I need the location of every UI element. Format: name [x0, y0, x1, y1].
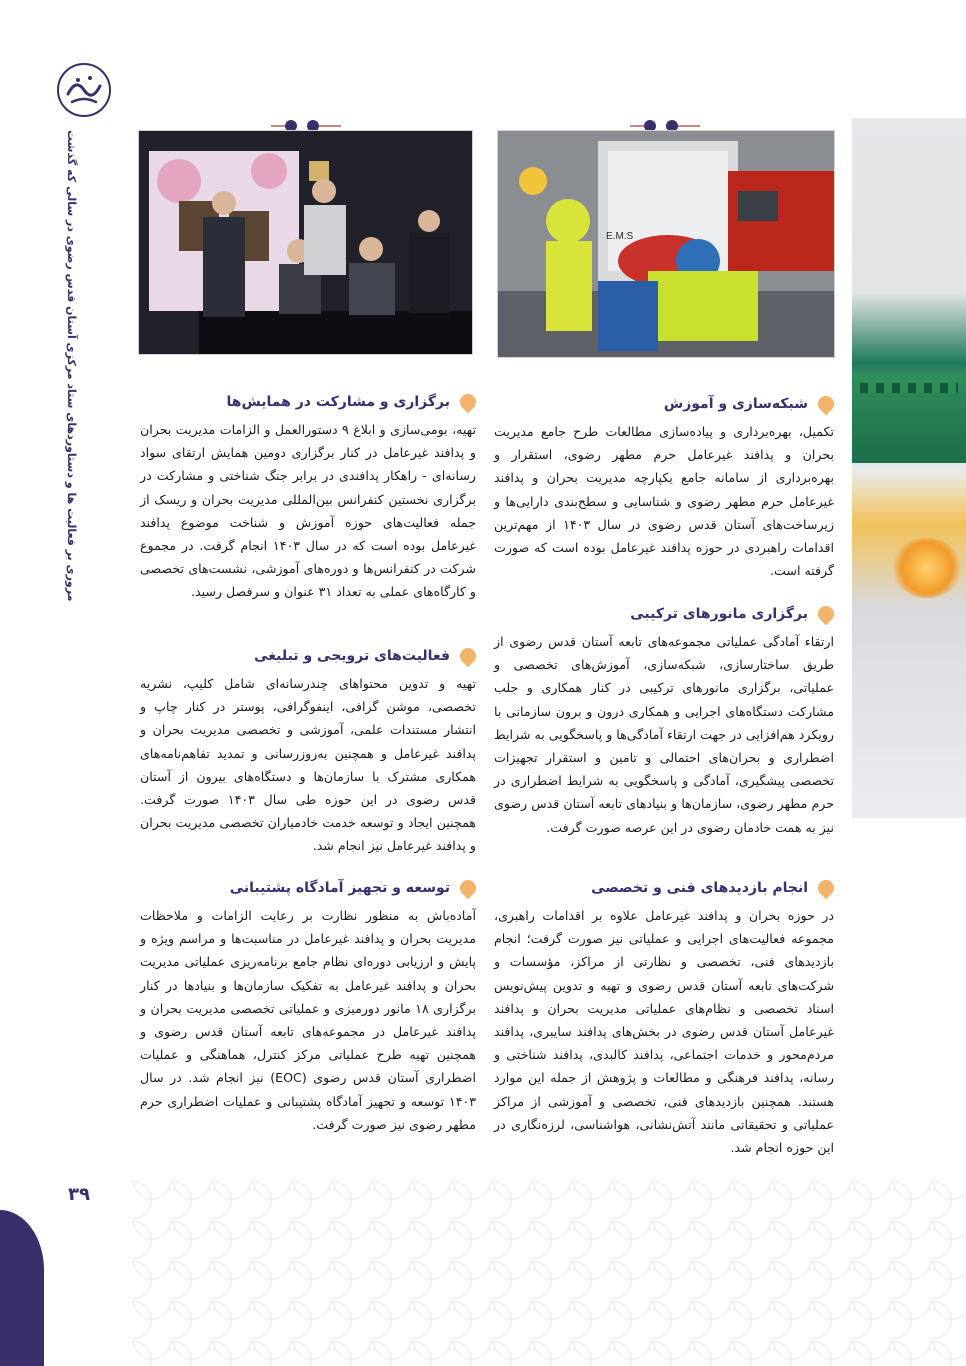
page-corner-tab — [0, 1210, 44, 1366]
section-heading: برگزاری و مشارکت در همایش‌ها — [140, 392, 476, 412]
section-body: در حوزه بحران و پدافند غیرعامل علاوه بر اقدامات راهبری، مجموعه فعالیت‌های اجرایی و عملیاتی نیز صورت گرفت؛ انجام بازدیدهای فنی، تخصصی و نظارتی از مراکز، مؤسسات و شرکت‌های تابعه آستان قدس رضوی و تهیه و تدوین پیش‌نویس اسناد تخصصی و نظام‌های عملیاتی مدیریت بحران و پدافند غیرعامل آستان قدس رضوی در بخش‌های پدافند سایبری، پدافند مردم‌محور و خدمات اجتماعی، پدافند کالبدی، پدافند شناختی و رسانه، پدافند فرهنگی و مطالعات و پژوهش از جمله این موارد هستند. همچنین بازدیدهای فنی، تخصصی و آموزشی از مراکز عملیاتی و تحقیقاتی مانند آتش‌نشانی، هواشناسی، لرزه‌نگاری در این حوزه انجام شد. — [494, 908, 834, 1156]
ceremony-illustration — [139, 131, 472, 354]
running-title: مروری بر فعالیت ها و دستاوردهای ستاد مرکزی آستان قدس رضوی در سالی که گذشت — [65, 130, 78, 602]
section-heading: انجام بازدیدهای فنی و تخصصی — [494, 878, 834, 898]
photo-signing-ceremony — [138, 130, 473, 355]
leaf-bullet-icon — [815, 393, 838, 416]
section-promotional-activities — [140, 646, 476, 858]
section-body: تکمیل، بهره‌برداری و پیاده‌سازی مطالعات طرح جامع مدیریت بحران و پدافند غیرعامل حرم مطهر رضوی، استقرار و بهره‌برداری از سامانه جامع یکپارچه مدیریت بحران و پدافند غیرعامل حرم مطهر رضوی و شناسایی و سطح‌بندی دارایی‌ها و زیرساخت‌های آستان قدس رضوی در سال ۱۴۰۳ از مهم‌ترین اقدامات راهبردی در حوزه پدافند غیرعامل بوده است که صورت گرفته است. — [494, 424, 834, 579]
decorative-pattern — [132, 1180, 966, 1366]
calligraphy-seal-icon — [54, 60, 114, 120]
section-body: ارتقاء آمادگی عملیاتی مجموعه‌های تابعه آستان قدس رضوی از طریق ساختارسازی، شبکه‌سازی، آموزش‌های تخصصی و عملیاتی، برگزاری مانورهای ترکیبی در کنار همکاری و جلب مشارکت دستگاه‌های اجرایی و همکاری درون و برون سازمانی با رویکرد هم‌افزایی در جهت ارتقاء آمادگی‌ها و پاسخگویی به شرایط اضطراری و بحران‌های احتمالی و تامین و استقرار تجهیزات تخصصی پیشگیری، آمادگی و پاسخگویی به شرایط اضطراری در حرم مطهر رضوی، سازمان‌ها و بنیادهای تابعه آستان قدس رضوی نیز به همت خادمان رضوی در این عرصه صورت گرفت. — [493, 634, 834, 835]
section-networking-training — [494, 394, 834, 582]
leaf-bullet-icon — [457, 391, 480, 414]
leaf-bullet-icon — [815, 877, 838, 900]
section-support-depot — [140, 878, 476, 1136]
ambulance-illustration — [498, 131, 834, 357]
section-conferences — [140, 392, 476, 604]
leaf-bullet-icon — [457, 877, 480, 900]
green-vehicle-shape — [852, 373, 966, 463]
side-photo-fire-drill — [852, 118, 966, 818]
section-heading: فعالیت‌های ترویجی و تبلیغی — [140, 646, 476, 666]
page-number: ۳۹ — [68, 1184, 90, 1205]
section-body: تهیه و تدوین محتواهای چندرسانه‌ای شامل کلیپ، نشریه تخصصی، موشن گرافی، اینفوگرافی، پوستر در کنار چاپ و انتشار مستندات علمی، آموزشی و تخصصی مدیریت بحران و پدافند غیرعامل و همچنین به‌روزرسانی و تمدید تفاهم‌نامه‌های همکاری مشترک با سازمان‌ها و دستگاه‌های بیرون از آستان قدس رضوی در این حوزه طی سال ۱۴۰۳ صورت گرفت. همچنین ایجاد و توسعه خدمت خادمیاران تخصصی مدیریت بحران و پدافند غیرعامل نیز انجام شد. — [140, 676, 476, 854]
section-heading: برگزاری مانورهای ترکیبی — [494, 604, 834, 624]
fire-flame-shape — [892, 538, 962, 598]
leaf-bullet-icon — [815, 603, 838, 626]
section-body: آماده‌باش به منظور نظارت بر رعایت الزامات و ملاحظات مدیریت بحران و پدافند غیرعامل در مناسبت‌ها و مراسم ویژه و پایش و ارزیابی دوره‌ای نظام جامع برنامه‌ریزی عملیاتی مدیریت بحران و پدافند غیرعامل به تفکیک سازمان‌ها و بنیادها در کنار برگزاری ۱۸ مانور دورمیزی و عملیاتی تخصصی مدیریت بحران و پدافند غیرعامل در مجموعه‌های تابعه آستان قدس رضوی و همچنین تهیه طرح عملیاتی مرکز کنترل، هماهنگی و عملیات اضطراری آستان قدس رضوی (EOC) نیز انجام شد. در سال ۱۴۰۳ توسعه و تجهیز آمادگاه پشتیبانی و عملیات اضطراری حرم مطهر رضوی نیز صورت گرفت. — [140, 908, 477, 1132]
section-body: تهیه، بومی‌سازی و ابلاغ ۹ دستورالعمل و الزامات مدیریت بحران و پدافند غیرعامل در کنار برگزاری دومین همایش ارتقای سواد رسانه‌ای - راهکار پدافندی در برابر جنگ شناختی و مشارکت در برگزاری نخستین کنفرانس بین‌المللی مدیریت بحران و ریسک از جمله فعالیت‌های حوزه آموزش و شناخت موضوع پدافند غیرعامل بوده است که در سال ۱۴۰۳ انجام گرفت. در مجموع شرکت در کنفرانس‌ها و دوره‌های آموزشی، نشست‌های تخصصی و کارگاه‌های عملی به تعداد ۳۱ عنوان و سرفصل رسید. — [140, 422, 476, 600]
section-combined-maneuvers — [494, 604, 834, 839]
section-heading: شبکه‌سازی و آموزش — [494, 394, 834, 414]
leaf-bullet-icon — [457, 645, 480, 668]
section-heading: توسعه و تجهیز آمادگاه پشتیبانی — [140, 878, 476, 898]
left-margin-strip — [0, 0, 44, 1366]
ems-label: E.M.S — [606, 231, 634, 242]
photo-ambulance-rescue — [497, 130, 835, 358]
section-technical-inspections — [494, 878, 834, 1159]
